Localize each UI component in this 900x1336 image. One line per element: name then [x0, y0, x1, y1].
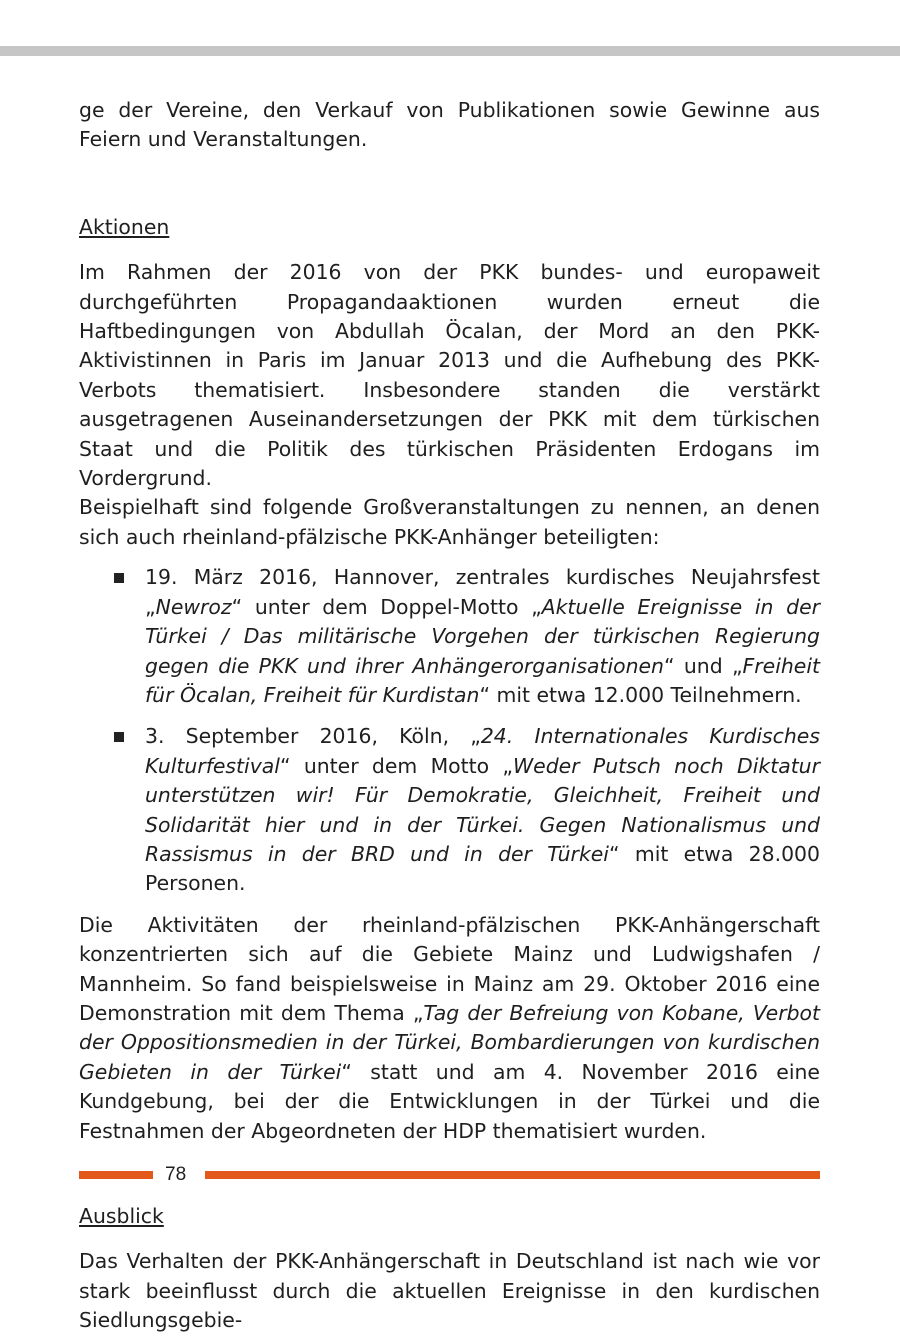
square-bullet-icon — [114, 732, 124, 742]
page-content — [79, 96, 820, 1336]
section-heading-ausblick: Ausblick — [79, 1204, 164, 1228]
page-footer — [79, 1160, 820, 1190]
square-bullet-icon — [114, 573, 124, 583]
list-item-koeln: 3. September 2016, Köln, „24. Internationales Kurdisches Kulturfestival“ unter dem Motto „Weder Putsch noch Diktatur unterstützen wir! Für Demokratie, Gleichheit, Freiheit und Solidarität hier und in der Türkei. Gegen Nationalismus und Rassismus in der BRD und in der Türkei“ mit etwa 28.000 Personen. — [79, 722, 820, 898]
aktionen-paragraph-1: Im Rahmen der 2016 von der PKK bundes- und europaweit durchgeführten Propagandaaktionen wurden erneut die Haftbedingungen von Abdullah Öcalan, der Mord an den PKK-Aktivistinnen in Paris im Januar 2013 und die Aufhebung des PKK-Verbots thematisiert. Insbesondere standen die verstärkt ausgetragenen Auseinandersetzungen der PKK mit dem türkischen Staat und die Politik des türkischen Präsidenten Erdogans im Vordergrund. — [79, 260, 820, 491]
list-item-hannover: 19. März 2016, Hannover, zentrales kurdisches Neujahrsfest „Newroz“ unter dem Doppel-Motto „Aktuelle Ereignisse in der Türkei / Das militärische Vorgehen der türkischen Regierung gegen die PKK und ihrer Anhängerorganisationen“ und „Freiheit für Öcalan, Freiheit für Kurdistan“ mit etwa 12.000 Teilnehmern. — [79, 563, 820, 710]
page-number: 78 — [165, 1164, 187, 1185]
intro-paragraph: ge der Vereine, den Verkauf von Publikationen sowie Gewinne aus Feiern und Veranstaltungen. — [79, 98, 820, 152]
event-list — [79, 563, 820, 898]
section-heading-aktionen: Aktionen — [79, 214, 170, 239]
aktionen-paragraph-2: Beispielhaft sind folgende Großveranstaltungen zu nennen, an denen sich auch rheinland-pfälzische PKK-Anhänger beteiligten: — [79, 495, 820, 549]
aktionen-paragraph-3: Die Aktivitäten der rheinland-pfälzischen PKK-Anhängerschaft konzentrierten sich auf die Gebiete Mainz und Ludwigshafen / Mannheim. So fand beispielsweise in Mainz am 29. Oktober 2016 eine Demonstration mit dem Thema „Tag der Befreiung von Kobane, Verbot der Oppositionsmedien in der Türkei, Bombardierungen von kurdischen Gebieten in der Türkei“ statt und am 4. November 2016 eine Kundgebung, bei der die Entwicklungen in der Türkei und die Festnahmen der Abgeordneten der HDP thematisiert wurden. — [79, 912, 820, 1143]
footer-bar-left — [79, 1171, 153, 1179]
footer-bar-right — [205, 1171, 820, 1179]
ausblick-paragraph: Das Verhalten der PKK-Anhängerschaft in Deutschland ist nach wie vor stark beeinflusst durch die aktuellen Ereignisse in den kurdischen Siedlungsgebie- — [79, 1249, 820, 1333]
header-rule — [0, 46, 900, 56]
